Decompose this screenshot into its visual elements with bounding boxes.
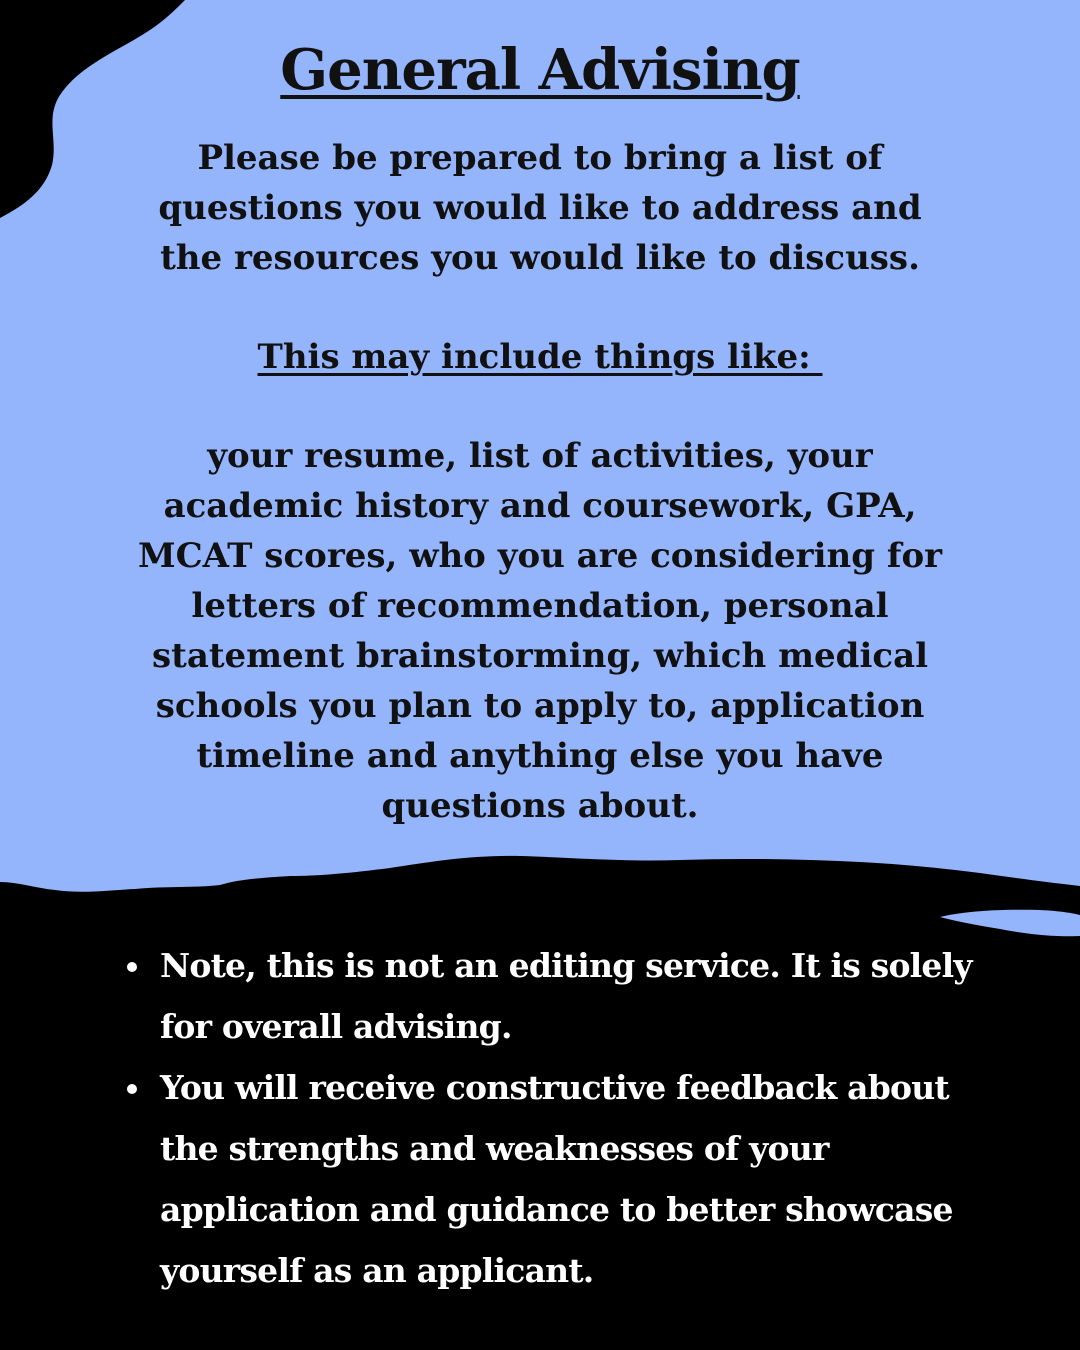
note-line: Note, this is not an editing service. It is solely xyxy=(160,946,972,985)
note-line: for overall advising. xyxy=(160,1007,512,1046)
intro-paragraph xyxy=(110,133,970,283)
bullet-icon xyxy=(127,1084,137,1094)
subheading xyxy=(0,332,1080,382)
note-line: the strengths and weaknesses of your xyxy=(160,1129,829,1168)
note-line: application and guidance to better showcase xyxy=(160,1190,953,1229)
note-line: You will receive constructive feedback about xyxy=(160,1068,949,1107)
note-line: yourself as an applicant. xyxy=(160,1251,594,1290)
page-title xyxy=(0,34,1080,106)
intro-line: the resources you would like to discuss. xyxy=(160,238,920,278)
things-line: schools you plan to apply to, application xyxy=(155,686,925,726)
page-title-text: General Advising xyxy=(280,37,800,103)
intro-line: questions you would like to address and xyxy=(158,188,922,228)
things-line: MCAT scores, who you are considering for xyxy=(137,536,943,576)
list-item xyxy=(160,935,1020,1057)
things-line: statement brainstorming, which medical xyxy=(151,636,929,676)
things-line: letters of recommendation, personal xyxy=(191,586,889,626)
intro-line: Please be prepared to bring a list of xyxy=(197,138,883,178)
things-paragraph xyxy=(100,431,980,831)
notes-list xyxy=(118,935,1020,1301)
things-line: academic history and coursework, GPA, xyxy=(163,486,917,526)
things-line: timeline and anything else you have xyxy=(196,736,884,776)
things-line: your resume, list of activities, your xyxy=(207,436,873,476)
subheading-text: This may include things like: xyxy=(257,337,823,377)
things-line: questions about. xyxy=(381,786,699,826)
list-item xyxy=(160,1057,1020,1301)
bullet-icon xyxy=(127,962,137,972)
